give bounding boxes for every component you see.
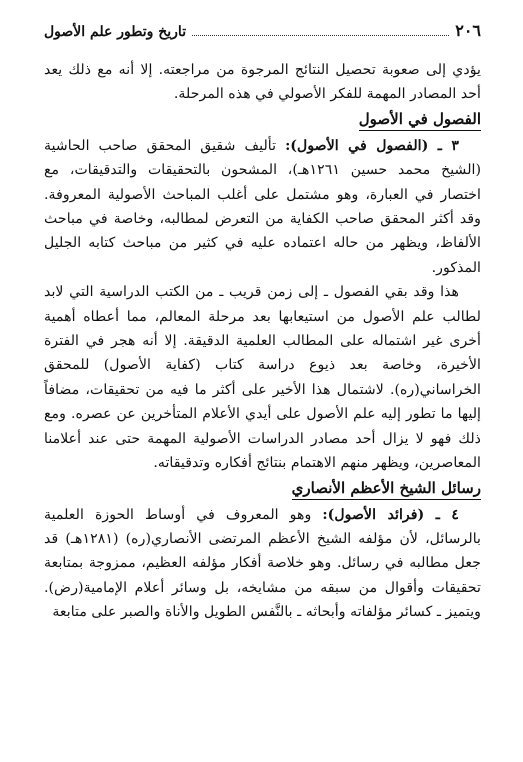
page-body <box>44 58 481 625</box>
book-entry-label-fusul: ٣ ـ (الفصول في الأصول): <box>285 137 459 154</box>
header-dot-leader <box>192 35 449 36</box>
paragraph-continuation: يؤدي إلى صعوبة تحصيل النتائج المرجوة من مراجعته. إلا أنه مع ذلك يعد أحد المصادر المهمة للفكر الأصولي في هذه المرحلة. <box>44 62 481 103</box>
section-heading-row-fusul <box>44 107 481 134</box>
running-title: تاريخ وتطور علم الأصول <box>44 24 187 40</box>
paragraph-fusul-status: هذا وقد بقي الفصول ـ إلى زمن قريب ـ من الكتب الدراسية التي لابد لطالب علم الأصول من استيعابها بعد مرحلة المعالم، مما أعطاه أهمية أخرى غير اشتماله على المطالب العلمية الدقيقة. إلا أنه هجر في الفترة الأخيرة، وخاصة بعد ذيوع دراسة كتاب (كفاية الأصول) للمحقق الخراساني(ره). لاشتمال هذا الأخير على أكثر ما فيه من تحقيقات، مضافاً إليها ما تطور إليه علم الأصول على أيدي الأعلام المتأخرين عن عصره. ومع ذلك فهو لا يزال أحد مصادر الدراسات الأصولية المهمة حتى عند أعلامنا المعاصرين، ويظهر منهم الاهتمام بنتائج أفكاره وتدقيقاته. <box>44 284 481 472</box>
paragraph-faraid-text: وهو المعروف في أوساط الحوزة العلمية بالرسائل، لأن مؤلفه الشيخ الأعظم المرتضى الأنصاري(ره) (١٢٨١هـ) قد جعل مطالبه في رسائل. وهو خلاصة أفكار مؤلفه العظيم، ممزوجة بمتابعة تحقيقات وأقوال من سبقه من مشايخه، بل وسائر أعلام الإمامية(رض). ويتميز ـ كسائر مؤلفاته وأبحاثه ـ بالنَّفس الطويل والأناة والصبر على متابعة <box>44 506 481 621</box>
running-header <box>44 18 481 40</box>
paragraph-faraid-description <box>44 503 481 625</box>
page-number: ٢٠٦ <box>455 21 481 40</box>
paragraph-fusul-text: تأليف شقيق المحقق صاحب الحاشية (الشيخ محمد حسين ١٢٦١هـ)، المشحون بالتحقيقات والتدقيقات، مع اختصار في العبارة، وهو مشتمل على أغلب المباحث الأصولية المعروفة. وقد أكثر المحقق صاحب الكفاية من التعرض لمطالبه، وخاصة في مباحث الألفاظ، ويظهر من حاله اعتماده عليه في كثير من مباحث كتابه الجليل المذكور. <box>44 137 481 276</box>
section-heading-fusul: الفصول في الأصول <box>359 109 481 131</box>
section-heading-rasail: رسائل الشيخ الأعظم الأنصاري <box>292 478 481 500</box>
book-entry-label-faraid: ٤ ـ (فرائد الأصول): <box>322 506 459 523</box>
paragraph-fusul-description <box>44 134 481 280</box>
section-heading-row-rasail <box>44 476 481 503</box>
